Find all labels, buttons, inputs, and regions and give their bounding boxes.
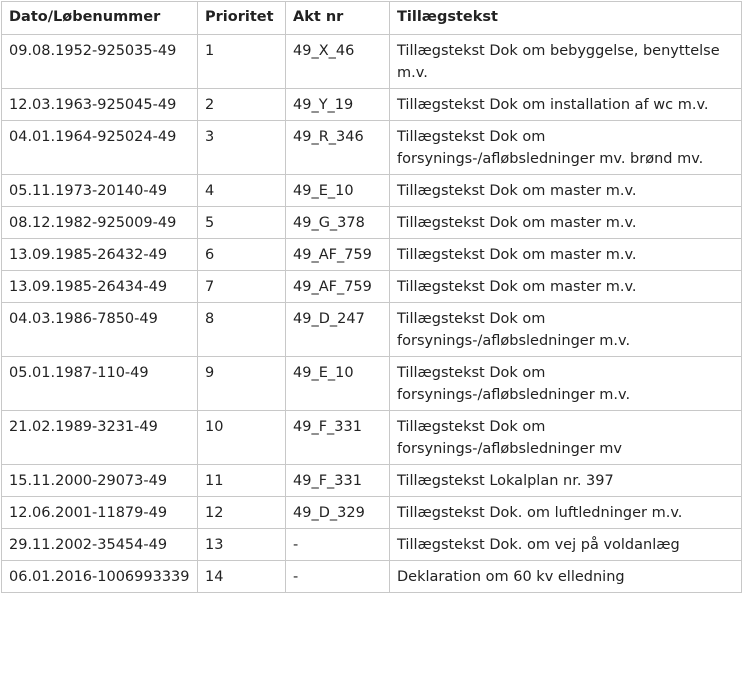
cell-dato: 13.09.1985-26432-49: [2, 239, 198, 271]
table-row: [2, 175, 742, 207]
cell-tillaegstekst: Tillægstekst Dok om master m.v.: [390, 271, 742, 303]
header-akt-nr: Akt nr: [286, 2, 390, 35]
cell-dato: 05.11.1973-20140-49: [2, 175, 198, 207]
cell-akt-nr: 49_E_10: [286, 175, 390, 207]
cell-prioritet: 10: [198, 411, 286, 465]
cell-dato: 21.02.1989-3231-49: [2, 411, 198, 465]
cell-akt-nr: 49_Y_19: [286, 89, 390, 121]
cell-tillaegstekst: Tillægstekst Dok om forsynings-/afløbsledninger m.v.: [390, 303, 742, 357]
table-row: [2, 497, 742, 529]
cell-akt-nr: 49_F_331: [286, 411, 390, 465]
table-row: [2, 121, 742, 175]
cell-akt-nr: 49_F_331: [286, 465, 390, 497]
cell-dato: 05.01.1987-110-49: [2, 357, 198, 411]
cell-prioritet: 3: [198, 121, 286, 175]
header-row: [2, 2, 742, 35]
cell-akt-nr: 49_D_329: [286, 497, 390, 529]
cell-prioritet: 9: [198, 357, 286, 411]
cell-prioritet: 11: [198, 465, 286, 497]
cell-tillaegstekst: Tillægstekst Dok om forsynings-/afløbsledninger mv: [390, 411, 742, 465]
table-body: [2, 35, 742, 593]
cell-prioritet: 2: [198, 89, 286, 121]
cell-dato: 15.11.2000-29073-49: [2, 465, 198, 497]
table-row: [2, 35, 742, 89]
cell-tillaegstekst: Tillægstekst Dok om forsynings-/afløbsledninger m.v.: [390, 357, 742, 411]
cell-dato: 12.06.2001-11879-49: [2, 497, 198, 529]
cell-prioritet: 14: [198, 561, 286, 593]
cell-akt-nr: 49_X_46: [286, 35, 390, 89]
header-dato-loebenummer: Dato/Løbenummer: [2, 2, 198, 35]
table-row: [2, 271, 742, 303]
cell-dato: 04.03.1986-7850-49: [2, 303, 198, 357]
table-header: [2, 2, 742, 35]
cell-akt-nr: -: [286, 561, 390, 593]
cell-prioritet: 5: [198, 207, 286, 239]
servitut-table: [1, 1, 742, 593]
cell-prioritet: 4: [198, 175, 286, 207]
cell-tillaegstekst: Tillægstekst Dok om bebyggelse, benyttelse m.v.: [390, 35, 742, 89]
cell-prioritet: 8: [198, 303, 286, 357]
cell-akt-nr: -: [286, 529, 390, 561]
cell-prioritet: 12: [198, 497, 286, 529]
table-row: [2, 89, 742, 121]
cell-tillaegstekst: Tillægstekst Dok om master m.v.: [390, 239, 742, 271]
cell-dato: 04.01.1964-925024-49: [2, 121, 198, 175]
cell-prioritet: 1: [198, 35, 286, 89]
table-row: [2, 561, 742, 593]
cell-akt-nr: 49_G_378: [286, 207, 390, 239]
cell-tillaegstekst: Tillægstekst Lokalplan nr. 397: [390, 465, 742, 497]
cell-akt-nr: 49_AF_759: [286, 239, 390, 271]
cell-tillaegstekst: Tillægstekst Dok. om vej på voldanlæg: [390, 529, 742, 561]
cell-dato: 08.12.1982-925009-49: [2, 207, 198, 239]
cell-akt-nr: 49_D_247: [286, 303, 390, 357]
cell-akt-nr: 49_AF_759: [286, 271, 390, 303]
header-tillaegstekst: Tillægstekst: [390, 2, 742, 35]
header-prioritet: Prioritet: [198, 2, 286, 35]
cell-dato: 09.08.1952-925035-49: [2, 35, 198, 89]
table-row: [2, 239, 742, 271]
cell-akt-nr: 49_E_10: [286, 357, 390, 411]
cell-tillaegstekst: Tillægstekst Dok om forsynings-/afløbsledninger mv. brønd mv.: [390, 121, 742, 175]
table-row: [2, 357, 742, 411]
cell-prioritet: 6: [198, 239, 286, 271]
cell-tillaegstekst: Deklaration om 60 kv elledning: [390, 561, 742, 593]
table-row: [2, 529, 742, 561]
cell-dato: 13.09.1985-26434-49: [2, 271, 198, 303]
table-row: [2, 303, 742, 357]
table-row: [2, 411, 742, 465]
cell-dato: 29.11.2002-35454-49: [2, 529, 198, 561]
cell-tillaegstekst: Tillægstekst Dok om installation af wc m.v.: [390, 89, 742, 121]
cell-prioritet: 13: [198, 529, 286, 561]
cell-tillaegstekst: Tillægstekst Dok. om luftledninger m.v.: [390, 497, 742, 529]
table-row: [2, 207, 742, 239]
cell-akt-nr: 49_R_346: [286, 121, 390, 175]
cell-dato: 06.01.2016-1006993339: [2, 561, 198, 593]
cell-dato: 12.03.1963-925045-49: [2, 89, 198, 121]
cell-tillaegstekst: Tillægstekst Dok om master m.v.: [390, 175, 742, 207]
cell-prioritet: 7: [198, 271, 286, 303]
cell-tillaegstekst: Tillægstekst Dok om master m.v.: [390, 207, 742, 239]
table-row: [2, 465, 742, 497]
